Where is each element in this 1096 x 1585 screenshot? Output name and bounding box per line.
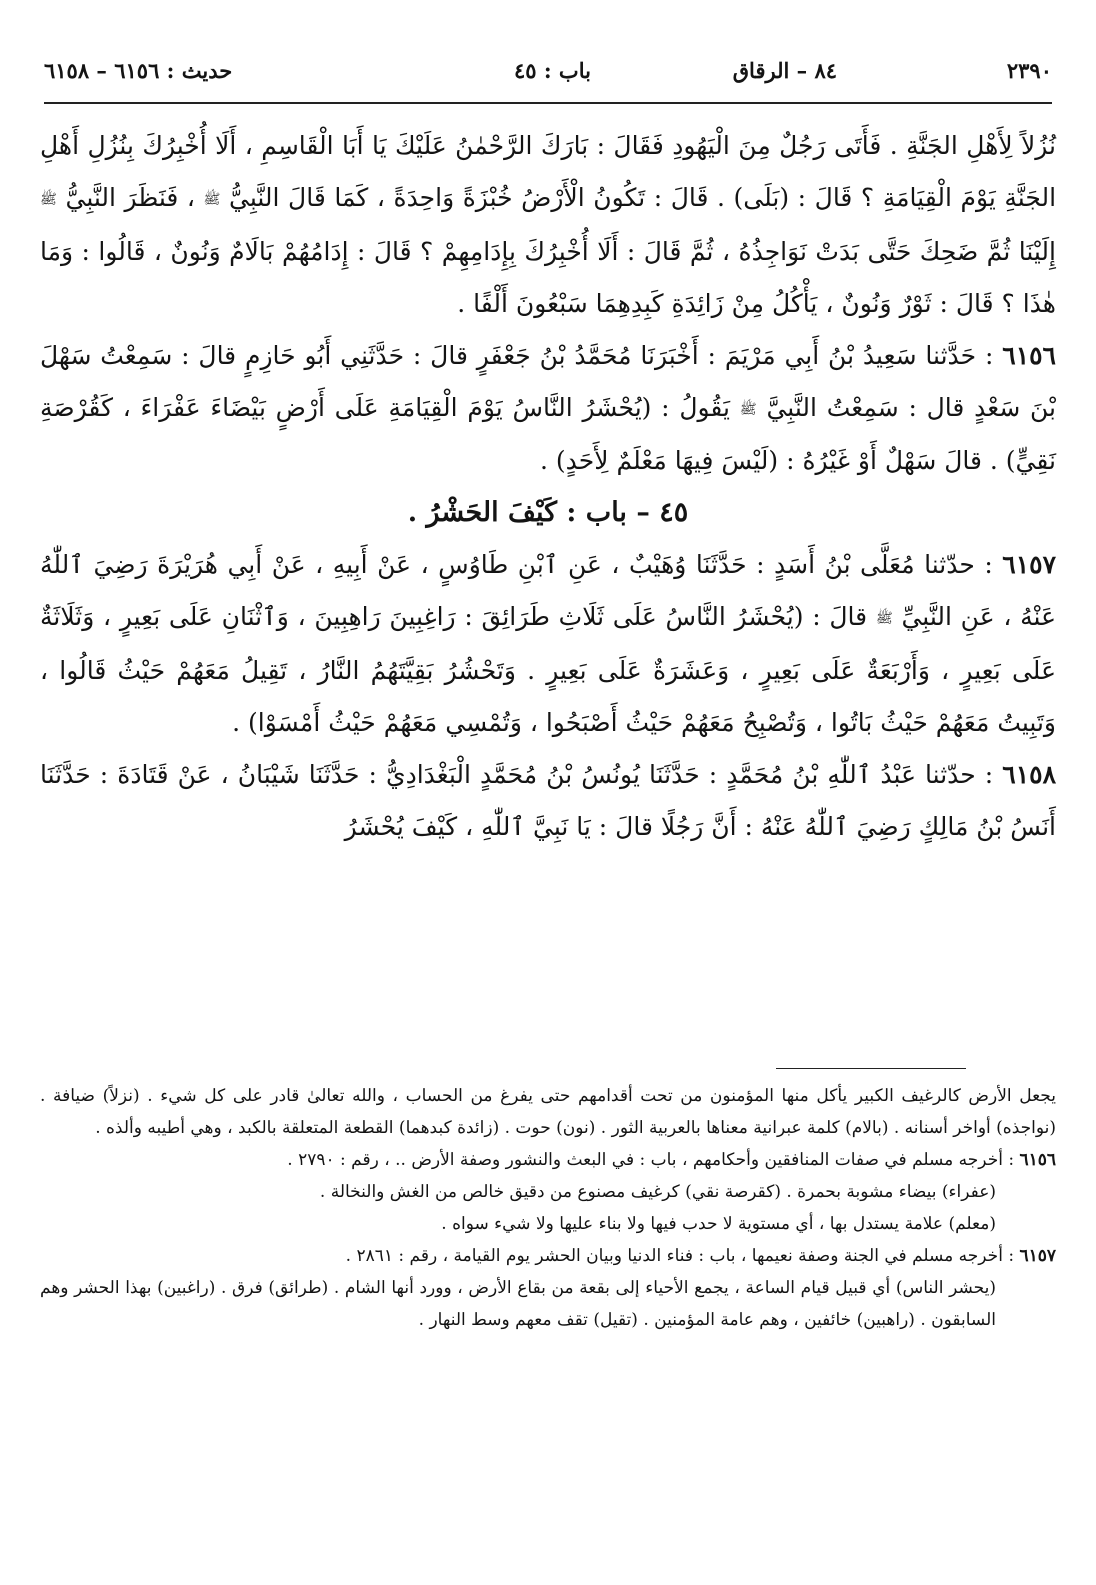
hadith-text: : حَدَّثنا سَعِيدُ بْنُ أَبِي مَرْيَمَ : أَخْبَرَنَا مُحَمَّدُ بْنُ جَعْفَرٍ قالَ : حَدَّثَنِي أَبُو حَازِمٍ قالَ : سَمِعْتُ سَهْلَ بْنَ سَعْدٍ قال : سَمِعْتُ النَّبِيَّ [40, 340, 1057, 422]
hadith-text: يَقُولُ : (يُحْشَرُ النَّاسُ يَوْمَ الْقِيَامَةِ عَلَى أَرْضٍ بَيْضَاءَ عَفْرَاءَ ، كَقُرْصَةِ نَقِيٍّ) . قالَ سَهْلٌ أَوْ غَيْرُهُ : (لَيْسَ فِيهَا مَعْلَمٌ لِأَحَدٍ) . [40, 392, 1056, 475]
footnote-number: ٦١٥٦ [1019, 1150, 1056, 1170]
footnote-note: (عفراء) بيضاء مشوبة بحمرة . (كقرصة نقي) كرغيف مصنوع من دقيق خالص من الغش والنخالة . [319, 1182, 996, 1202]
salla-symbol: ﷺ [40, 191, 57, 208]
footnote-6156 [40, 1144, 1056, 1176]
salla-symbol: ﷺ [875, 610, 893, 627]
footnote-6157 [40, 1240, 1056, 1272]
chapter-label: باب : ٤٥ [514, 58, 591, 83]
book-title: ٨٤ – الرقاق [732, 58, 837, 83]
hadith-6157 [40, 539, 1056, 749]
hadith-6156 [40, 330, 1056, 488]
salla-symbol: ﷺ [203, 191, 221, 208]
chapter-heading: ٤٥ – باب : كَيْفَ الحَشْرُ . [407, 497, 689, 528]
continuation-text-2: ، فَنَظَرَ النَّبِيُّ [65, 183, 195, 212]
main-text [40, 120, 1056, 853]
page-number: ٢٣٩٠ [1006, 58, 1052, 83]
footnote-note: (معلم) علامة يستدل بها ، أي مستوية لا حدب فيها ولا بناء عليها ولا شيء سواه . [441, 1214, 996, 1234]
continuation-paragraph [40, 120, 1056, 330]
footnote-text: : أخرجه مسلم في صفات المنافقين وأحكامهم ، باب : في البعث والنشور وصفة الأرض .. ، رقم : ٢٧٩٠ . [287, 1150, 1015, 1170]
footnote-divider [776, 1068, 966, 1069]
footnote-intro: يجعل الأرض كالرغيف الكبير يأكل منها المؤمنون من تحت أقدامهم حتى يفرغ من الحساب ، والله تعالىٰ قادر على كل شيء . (نزلاً) ضيافة . (نواجذه) أواخر أسنانه . (بالام) كلمة عبرانية معناها بالعربية الثور . (نون) حوت . (زائدة كبدهما) القطعة المتعلقة بالكبد ، وهي أطيبه وألذه . [40, 1086, 1056, 1138]
running-header [44, 52, 1052, 98]
continuation-text: نُزُلاً لِأَهْلِ الجَنَّةِ . فَأَتَى رَجُلٌ مِنَ الْيَهُودِ فَقَالَ : بَارَكَ الرَّحْمٰنُ عَلَيْكَ يَا أَبَا الْقَاسِمِ ، أَلَا أُخْبِرُكَ بِنُزُلِ أَهْلِ الجَنَّةِ يَوْمَ الْقِيَامَةِ ؟ قَالَ : (بَلَى) . قَالَ : تَكُونُ الْأَرْضُ خُبْزَةً وَاحِدَةً ، كَمَا قَالَ النَّبِيُّ [40, 131, 1057, 212]
header-divider [44, 102, 1052, 104]
hadith-text: قالَ : (يُحْشَرُ النَّاسُ عَلَى ثَلَاثِ طَرَائِقَ : رَاغِبِينَ رَاهِبِينَ ، وَٱثْنَانِ عَلَى بَعِيرٍ ، وَثَلَاثَةٌ عَلَى بَعِيرٍ ، وَأَرْبَعَةٌ عَلَى بَعِيرٍ ، وَعَشَرَةٌ عَلَى بَعِيرٍ . وَتَحْشُرُ بَقِيَّتَهُمُ النَّارُ ، تَقِيلُ مَعَهُمْ حَيْثُ قَالُوا ، وَتَبِيتُ مَعَهُمْ حَيْثُ بَاتُوا ، وَتُصْبِحُ مَعَهُمْ حَيْثُ أَصْبَحُوا ، وَتُمْسِي مَعَهُمْ حَيْثُ أَمْسَوْا) . [40, 602, 1056, 737]
footnote-number: ٦١٥٧ [1019, 1246, 1056, 1266]
hadith-number: ٦١٥٦ [1002, 340, 1056, 370]
salla-symbol: ﷺ [739, 401, 757, 417]
hadith-text: : حدّثنا مُعَلَّى بْنُ أَسَدٍ : حَدَّثَنَا وُهَيْبٌ ، عَنِ ٱبْنِ طَاوُسٍ ، عَنْ أَبِيهِ ، عَنْ أَبِي هُرَيْرَةَ رَضِيَ ٱللّٰهُ عَنْهُ ، عَنِ النَّبِيِّ [40, 550, 1057, 631]
hadith-range: حديث : ٦١٥٦ – ٦١٥٨ [44, 58, 233, 83]
hadith-6158 [40, 749, 1056, 853]
footnote-note: (يحشر الناس) أي قبيل قيام الساعة ، يجمع الأحياء إلى بقعة من بقاع الأرض ، وورد أنها الشام . (طرائق) فرق . (راغبين) بهذا الحشر وهم السابقون . (راهبين) خائفين ، وهم عامة المؤمنين . (تقيل) تقف معهم وسط النهار . [40, 1278, 996, 1330]
hadith-text: : حدّثنا عَبْدُ ٱللّٰهِ بْنُ مُحَمَّدٍ : حَدَّثَنَا يُونُسُ بْنُ مُحَمَّدٍ الْبَغْدَادِيُّ : حَدَّثَنَا شَيْبَانُ ، عَنْ قَتَادَةَ : حَدَّثَنَا أَنَسُ بْنُ مَالِكٍ رَضِيَ ٱللّٰهُ عَنْهُ : أَنَّ رَجُلًا قالَ : يَا نَبِيَّ ٱللّٰهِ ، كَيْفَ يُحْشَرُ [40, 759, 1056, 841]
hadith-number: ٦١٥٧ [1002, 550, 1056, 579]
footnotes [40, 1080, 1056, 1336]
continuation-text-3: إِلَيْنَا ثُمَّ ضَحِكَ حَتَّى بَدَتْ نَوَاجِذُهُ ، ثُمَّ قَالَ : أَلَا أُخْبِرُكَ بِإِدَامِهِمْ ؟ قَالَ : إِدَامُهُمْ بَالَامٌ وَنُونٌ ، قَالُوا : وَمَا هٰذَا ؟ قَالَ : ثَوْرٌ وَنُونٌ ، يَأْكُلُ مِنْ زَائِدَةِ كَبِدِهِمَا سَبْعُونَ أَلْفًا . [40, 236, 1056, 318]
hadith-number: ٦١٥٨ [1002, 759, 1056, 789]
footnote-text: : أخرجه مسلم في الجنة وصفة نعيمها ، باب : فناء الدنيا وبيان الحشر يوم القيامة ، رقم : ٢٨٦١ . [345, 1246, 1015, 1266]
